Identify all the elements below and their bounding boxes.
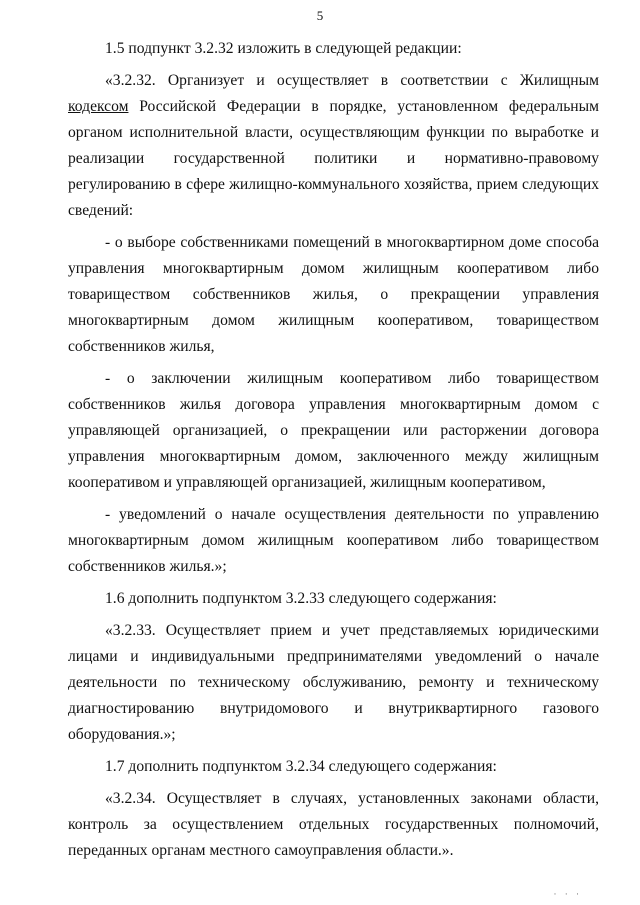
list-item-management-contract: - о заключении жилищным кооперативом либо товариществом собственников жилья договора управления многоквартирным домом с управляющей организацией, о прекращении или расторжении договора управления многоквартирным домом, заключенного между жилищным кооперативом и управляющей организацией, жилищным кооперативом, (68, 370, 599, 491)
paragraph-3-2-33: «3.2.33. Осуществляет прием и учет представляемых юридическими лицами и индивидуальными предпринимателями уведомлений о начале деятельности по техническому обслуживанию, ремонту и техническому диагностированию внутридомового и внутриквартирного газового оборудования.»; (68, 622, 599, 743)
paragraph-1-7: 1.7 дополнить подпунктом 3.2.34 следующего содержания: (105, 758, 497, 775)
list-item-notifications: - уведомлений о начале осуществления деятельности по управлению многоквартирным домом жилищным кооперативом либо товариществом собственников жилья.»; (68, 506, 599, 575)
document-body (68, 36, 599, 864)
paragraph-3-2-32-lead: «3.2.32. Организует и осуществляет в соответствии с Жилищным (105, 72, 599, 89)
paragraph-1-6: 1.6 дополнить подпунктом 3.2.33 следующего содержания: (105, 590, 497, 607)
kodeks-link: кодексом (68, 98, 129, 115)
paragraph-3-2-34: «3.2.34. Осуществляет в случаях, установленных законами области, контроль за осуществлением отдельных государственных полномочий, переданных органам местного самоуправления области.». (68, 790, 599, 859)
paragraph-1-5: 1.5 подпункт 3.2.32 изложить в следующей редакции: (105, 40, 462, 57)
page-number: 5 (316, 8, 324, 23)
paragraph-3-2-32-rest: Российской Федерации в порядке, установленном федеральным органом исполнительной власти, осуществляющим функции по выработке и реализации государственной политики и нормативно-правовому регулированию в сфере жилищно-коммунального хозяйства, прием следующих сведений: (68, 98, 599, 219)
corner-scan-mark: · · · (553, 889, 582, 899)
list-item-choice-of-management: - о выборе собственниками помещений в многоквартирном доме способа управления многоквартирным домом жилищным кооперативом либо товариществом собственников жилья, о прекращении управления многоквартирным домом жилищным кооперативом, товариществом собственников жилья, (68, 234, 599, 355)
paragraph-3-2-32 (68, 68, 599, 224)
